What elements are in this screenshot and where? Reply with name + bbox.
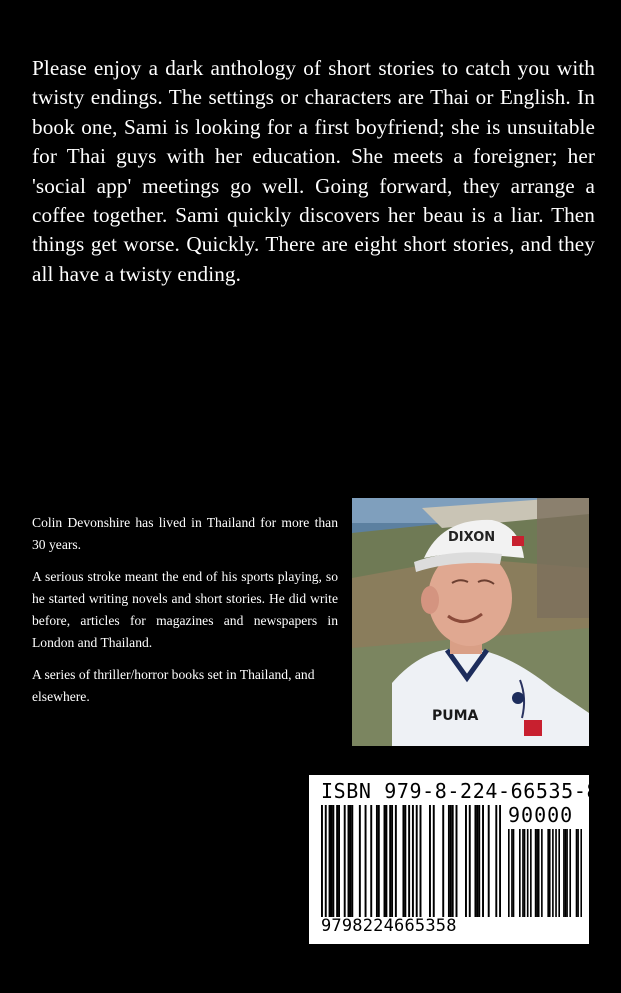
barcode-bar <box>395 805 397 917</box>
barcode-bar <box>385 805 387 917</box>
barcode-bar <box>535 829 537 917</box>
barcode-bar <box>522 829 524 917</box>
barcode-bar <box>538 829 540 917</box>
barcode-bar <box>384 805 386 917</box>
barcode-bar <box>416 805 418 917</box>
barcode-bar <box>527 829 529 917</box>
barcode-bar <box>330 805 332 917</box>
author-photo <box>352 498 589 746</box>
barcode-bar <box>580 829 582 917</box>
barcode-bar <box>452 805 454 917</box>
barcode-bar <box>558 829 560 917</box>
ean-barcode-bars <box>321 805 501 917</box>
isbn-label: ISBN 979-8-224-66535-8 <box>321 779 600 803</box>
barcode-bar <box>552 829 554 917</box>
barcode-bar <box>474 805 476 917</box>
barcode-bar <box>448 805 450 917</box>
barcode-bar <box>499 805 501 917</box>
author-bio-paragraph: Colin Devonshire has lived in Thailand for more than 30 years. <box>32 515 338 552</box>
barcode-bar <box>338 805 340 917</box>
barcode-bar <box>389 805 391 917</box>
barcode-bar <box>577 829 579 917</box>
barcode-bar <box>325 805 327 917</box>
barcode-bar <box>465 805 467 917</box>
barcode-bar <box>391 805 393 917</box>
svg-text:PUMA: PUMA <box>432 708 479 724</box>
price-barcode-bars <box>508 829 582 917</box>
barcode-bar <box>476 805 478 917</box>
barcode-bar <box>402 805 404 917</box>
barcode-bar <box>408 805 410 917</box>
barcode-bar <box>519 829 521 917</box>
barcode-bar <box>469 805 471 917</box>
barcode-bar <box>412 805 414 917</box>
author-bio-paragraph: A series of thriller/horror books set in Thailand, and elsewhere. <box>32 667 315 704</box>
isbn-barcode <box>309 775 600 944</box>
barcode-bar <box>420 805 422 917</box>
barcode-bar <box>495 805 497 917</box>
barcode-bar <box>442 805 444 917</box>
barcode-bar <box>569 829 571 917</box>
barcode-bar <box>344 805 346 917</box>
author-bio <box>32 512 338 718</box>
barcode-bar <box>351 805 353 917</box>
author-bio-paragraph: A serious stroke meant the end of his sports playing, so he started writing novels and short stories. He did write before, articles for magazines and newspapers in London and Thailand. <box>32 569 338 650</box>
barcode-bar <box>541 829 543 917</box>
barcode-bar <box>563 829 565 917</box>
back-cover-blurb: Please enjoy a dark anthology of short stories to catch you with twisty endings. The settings or characters are Thai or English. In book one, Sami is looking for a first boyfriend; she is unsuitable for Thai guys with her education. She meets a foreigner; her 'social app' meetings go well. Going forward, they arrange a coffee together. Sami quickly discovers her beau is a liar. Then things get worse. Quickly. There are eight short stories, and they all have a twisty ending. <box>32 56 595 286</box>
barcode-bar <box>513 829 515 917</box>
barcode-bar <box>359 805 361 917</box>
barcode-bar <box>482 805 484 917</box>
barcode-bar <box>404 805 406 917</box>
barcode-bar <box>321 805 323 917</box>
barcode-bar <box>348 805 350 917</box>
ean-digits: 9798224665358 <box>321 916 457 936</box>
barcode-bar <box>547 829 549 917</box>
barcode-bar <box>336 805 338 917</box>
barcode-bar <box>549 829 551 917</box>
barcode-bar <box>450 805 452 917</box>
barcode-bar <box>456 805 458 917</box>
barcode-bar <box>536 829 538 917</box>
barcode-bar <box>555 829 557 917</box>
barcode-bar <box>332 805 334 917</box>
barcode-bar <box>565 829 567 917</box>
price-code: 90000 <box>508 803 574 827</box>
barcode-bar <box>478 805 480 917</box>
barcode-bar <box>530 829 532 917</box>
barcode-bar <box>576 829 578 917</box>
barcode-bar <box>376 805 378 917</box>
barcode-bar <box>329 805 331 917</box>
barcode-bar <box>378 805 380 917</box>
barcode-bar <box>433 805 435 917</box>
barcode-bar <box>566 829 568 917</box>
barcode-bar <box>508 829 510 917</box>
barcode-bar <box>488 805 490 917</box>
barcode-bar <box>365 805 367 917</box>
barcode-bar <box>429 805 431 917</box>
cap-logo-text: DIXON <box>448 530 496 545</box>
barcode-bar <box>370 805 372 917</box>
barcode-bar <box>524 829 526 917</box>
barcode-bar <box>349 805 351 917</box>
barcode-bar <box>511 829 513 917</box>
